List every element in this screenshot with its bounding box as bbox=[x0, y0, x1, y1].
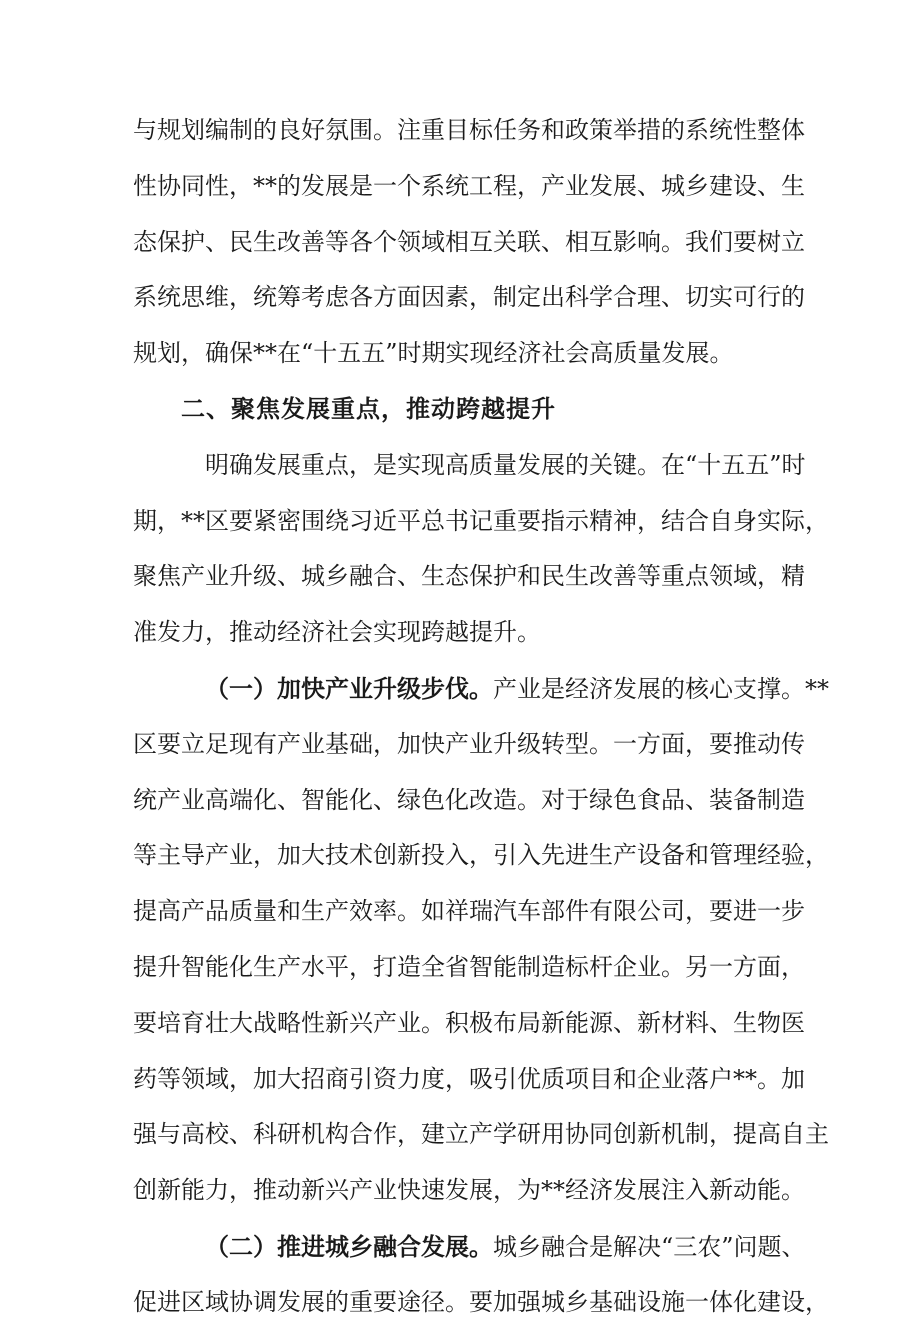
paragraph-line: 药等领域，加大招商引资力度，吸引优质项目和企业落户**。加 bbox=[133, 1064, 805, 1093]
paragraph-line: 性协同性，**的发展是一个系统工程，产业发展、城乡建设、生 bbox=[133, 171, 805, 200]
paragraph-line: 系统思维，统筹考虑各方面因素，制定出科学合理、切实可行的 bbox=[133, 283, 805, 312]
subsection-title: （一）加快产业升级步伐。 bbox=[205, 673, 493, 703]
paragraph-line: 与规划编制的良好氛围。注重目标任务和政策举措的系统性整体 bbox=[133, 116, 805, 144]
paragraph-line: 强与高校、科研机构合作，建立产学研用协同创新机制，提高自主 bbox=[133, 1120, 829, 1149]
document-page bbox=[133, 103, 829, 1331]
paragraph-line: 区要立足现有产业基础，加快产业升级转型。一方面，要推动传 bbox=[133, 729, 805, 758]
paragraph-line: 提高产品质量和生产效率。如祥瑞汽车部件有限公司，要进一步 bbox=[133, 897, 805, 926]
paragraph-line: 准发力，推动经济社会实现跨越提升。 bbox=[133, 618, 541, 647]
paragraph-line: 创新能力，推动新兴产业快速发展，为**经济发展注入新动能。 bbox=[133, 1176, 805, 1205]
subsection-text: 城乡融合是解决“三农”问题、 bbox=[493, 1232, 806, 1261]
paragraph-line: 促进区域协调发展的重要途径。要加强城乡基础设施一体化建设， bbox=[133, 1287, 829, 1316]
paragraph-line: 要培育壮大战略性新兴产业。积极布局新能源、新材料、生物医 bbox=[133, 1008, 805, 1037]
section-heading: 二、聚焦发展重点，推动跨越提升 bbox=[181, 394, 556, 423]
paragraph-line: 态保护、民生改善等各个领域相互关联、相互影响。我们要树立 bbox=[133, 227, 805, 256]
subsection-first-line bbox=[133, 1219, 806, 1275]
paragraph-line: 期，**区要紧密围绕习近平总书记重要指示精神，结合自身实际， bbox=[133, 506, 829, 535]
paragraph-line: 聚焦产业升级、城乡融合、生态保护和民生改善等重点领域，精 bbox=[133, 562, 805, 591]
subsection-text: 产业是经济发展的核心支撑。** bbox=[493, 674, 829, 703]
subsection-first-line bbox=[133, 661, 829, 717]
paragraph-line: 提升智能化生产水平，打造全省智能制造标杆企业。另一方面， bbox=[133, 952, 805, 981]
paragraph-line: 规划，确保**在“十五五”时期实现经济社会高质量发展。 bbox=[133, 339, 734, 368]
paragraph-line: 统产业高端化、智能化、绿色化改造。对于绿色食品、装备制造 bbox=[133, 785, 805, 814]
paragraph-line: 等主导产业，加大技术创新投入，引入先进生产设备和管理经验， bbox=[133, 841, 829, 870]
subsection-title: （二）推进城乡融合发展。 bbox=[205, 1231, 493, 1261]
paragraph-line: 明确发展重点，是实现高质量发展的关键。在“十五五”时 bbox=[205, 450, 806, 479]
